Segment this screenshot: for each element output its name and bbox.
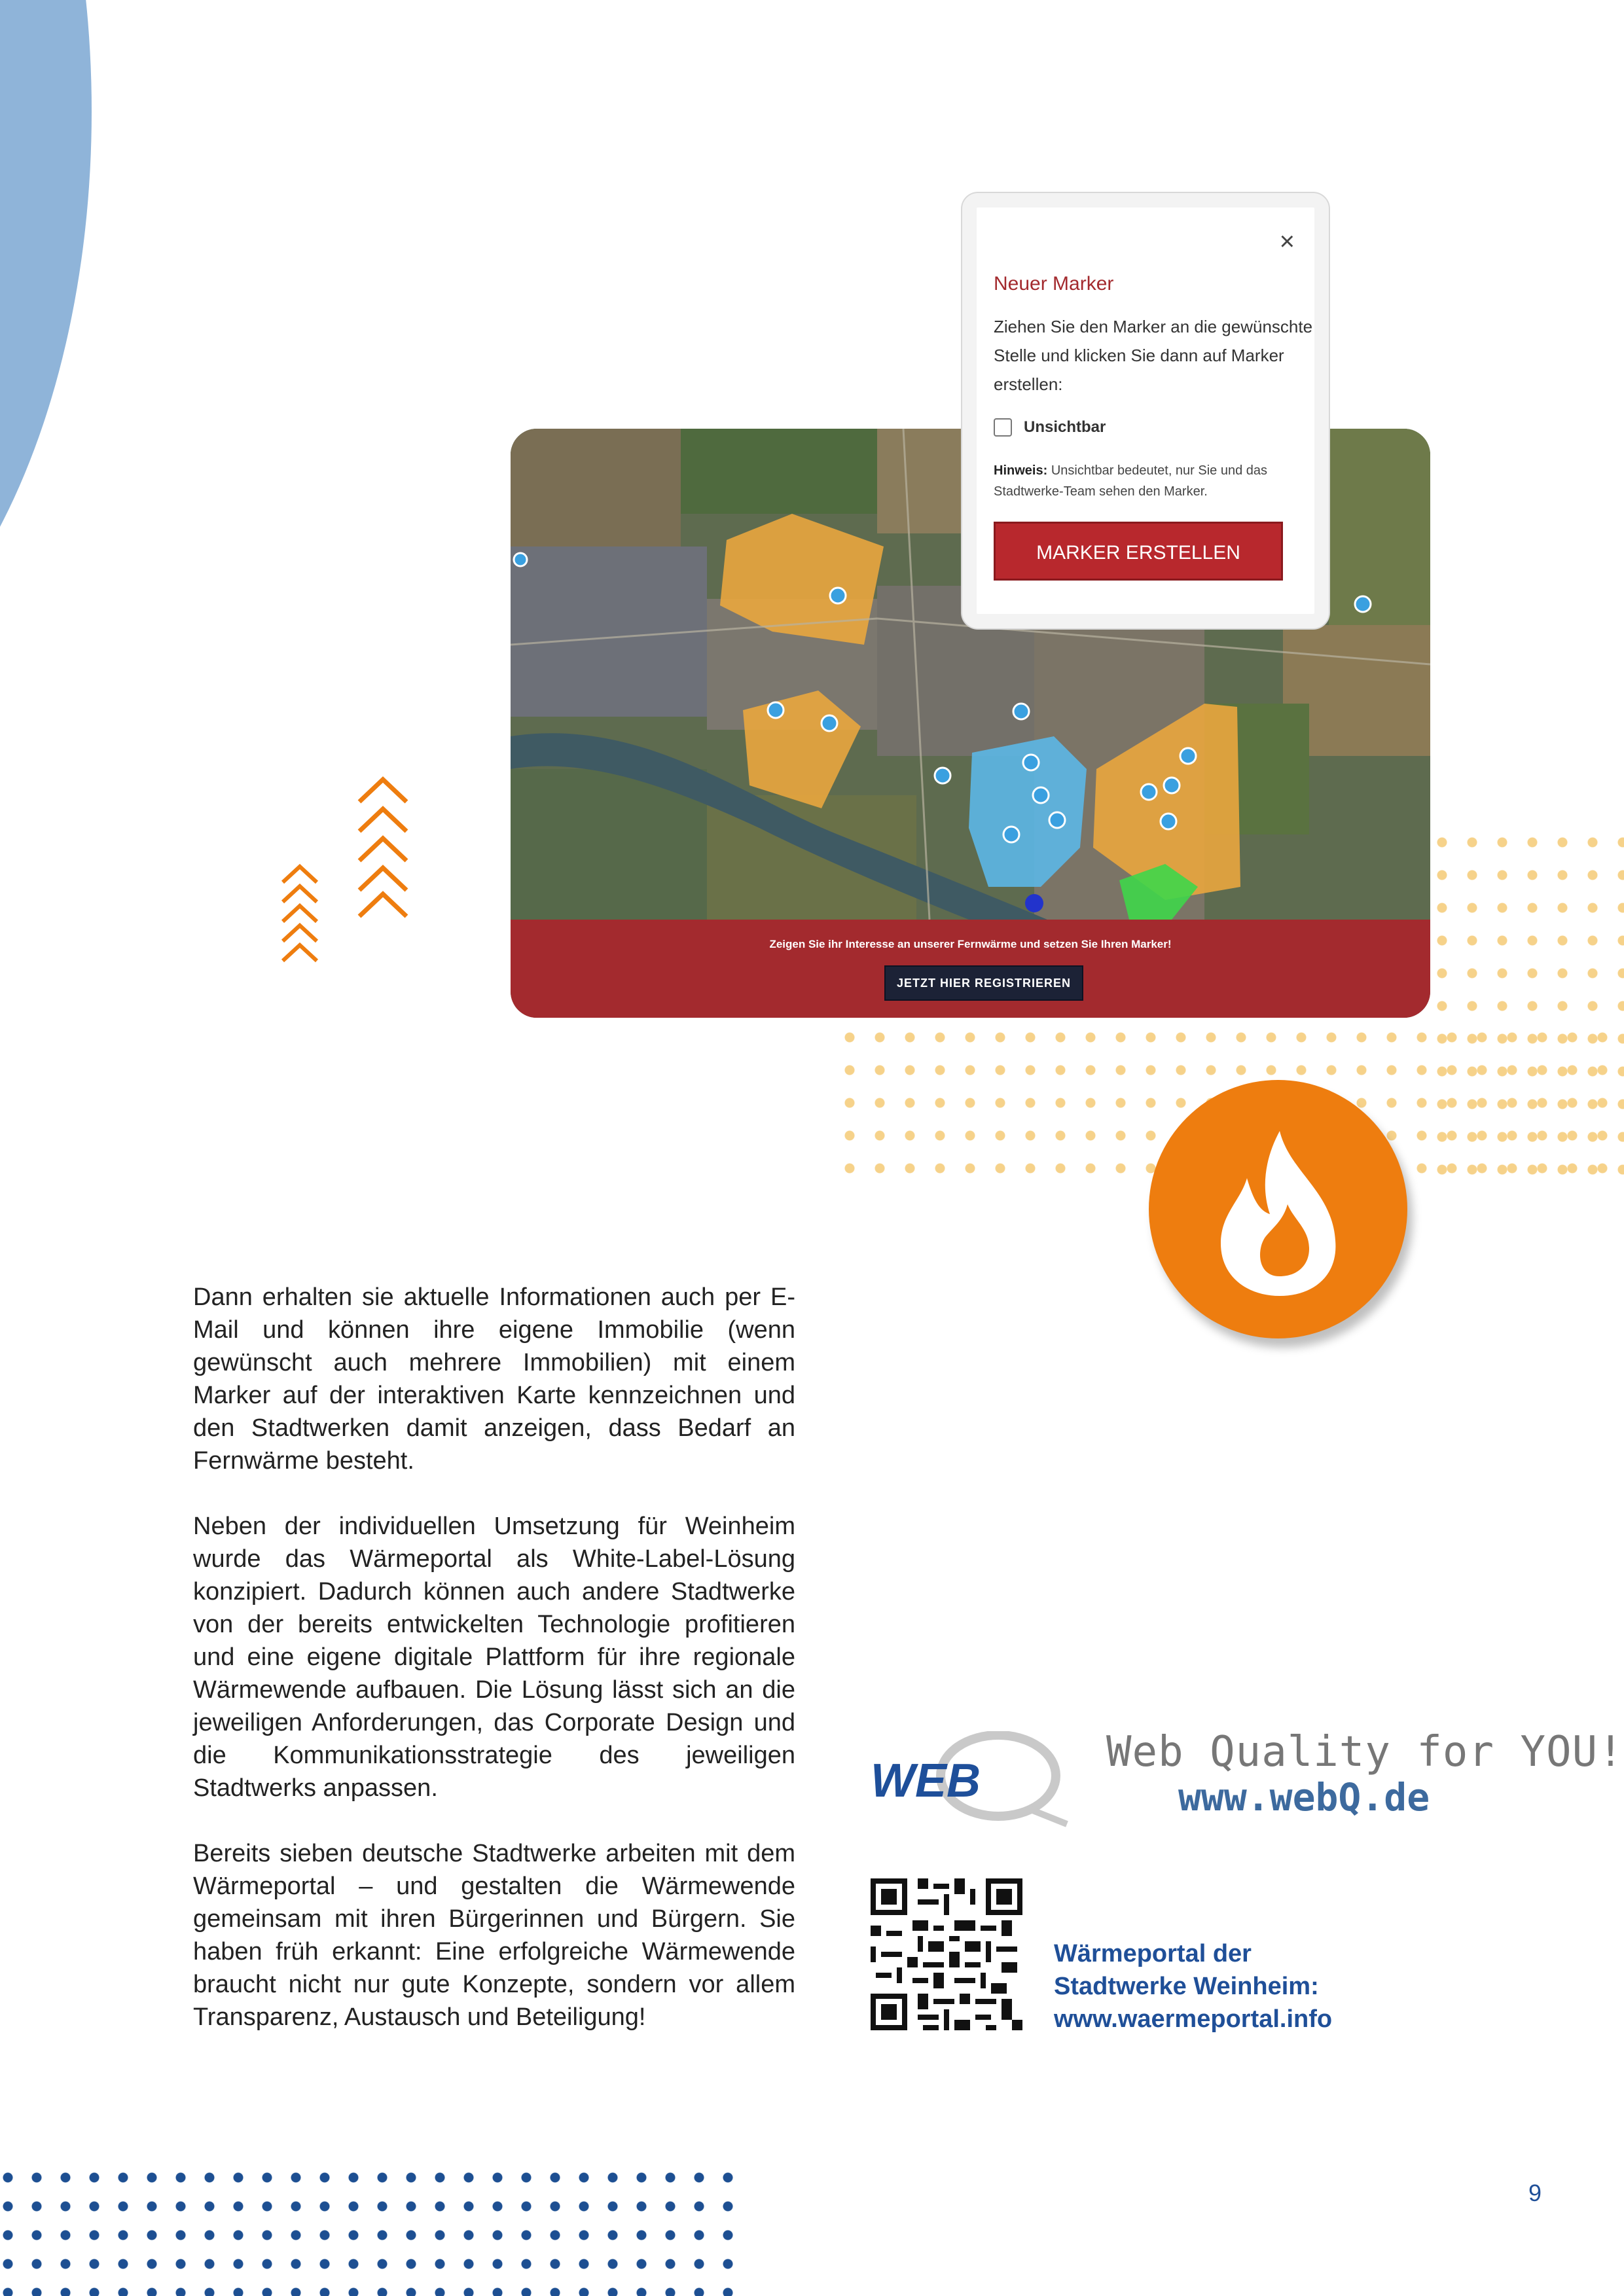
logo-url[interactable]: www.webQ.de <box>1178 1775 1430 1820</box>
page-number: 9 <box>1528 2179 1542 2206</box>
paragraph-2: Neben der individuellen Umsetzung für Weinheim wurde das Wärmeportal als White-Label-Lösung konzipiert. Dadurch können auch andere Stadtwerke von der bereits entwickelten Technologie profitieren und eine eigene digitale Plattform für ihre regionale Wärmewende aufbauen. Die Lösung lässt sich an die jeweiligen Anforderungen, das Corporate Design und die Kommunikationsstrategie des jeweiligen Stadtwerks anpassen. <box>193 1513 795 1802</box>
chevron-up-icon <box>357 776 409 920</box>
register-button[interactable]: JETZT HIER REGISTRIEREN <box>884 965 1083 1001</box>
chevron-up-icon <box>280 863 319 974</box>
popup-pointer <box>1147 614 1176 628</box>
portal-info <box>1054 1937 1332 2036</box>
blue-dot-field-bottom <box>0 2163 733 2296</box>
popup-hint <box>994 460 1321 502</box>
popup-hint-label: Hinweis: <box>994 463 1048 478</box>
invisible-checkbox-label: Unsichtbar <box>1024 418 1106 436</box>
portal-line-2: Stadtwerke Weinheim: <box>1054 1973 1319 2000</box>
create-marker-button[interactable]: MARKER ERSTELLEN <box>994 522 1283 581</box>
flame-badge <box>1149 1080 1407 1338</box>
map-footer <box>511 920 1430 1018</box>
webq-logo-text: WEB <box>871 1755 981 1807</box>
webq-logo-mark <box>871 1731 1074 1829</box>
popup-description: Ziehen Sie den Marker an die gewünschte Stelle und klicken Sie dann auf Marker erstellen: <box>994 317 1313 394</box>
portal-line-1: Wärmeportal der <box>1054 1940 1252 1967</box>
popup-title: Neuer Marker <box>994 273 1114 295</box>
close-icon[interactable]: × <box>1279 227 1295 256</box>
paragraph-1: Dann erhalten sie aktuelle Informationen auch per E-Mail und können ihre eigene Immobilie (wenn gewünscht auch mehrere Immobilien) mit einem Marker auf der interaktiven Karte kennzeichnen und den Stadtwerken damit anzeigen, dass Bedarf an Fernwärme besteht. <box>193 1283 795 1475</box>
portal-url[interactable]: www.waermeportal.info <box>1054 2005 1333 2033</box>
new-marker-popup <box>962 193 1329 628</box>
qr-code-icon <box>871 1878 1022 2030</box>
logo-slogan: Web Quality for YOU! <box>1106 1728 1624 1776</box>
invisible-checkbox[interactable] <box>994 418 1012 437</box>
decorative-blue-circle <box>0 0 92 720</box>
flame-icon <box>1149 1080 1407 1338</box>
paragraph-3: Bereits sieben deutsche Stadtwerke arbeiten mit dem Wärmeportal – und gestalten die Wärmewende gemeinsam mit ihren Bürgerinnen und Bürgern. Sie haben früh erkannt: Eine erfolgreiche Wärmewende braucht nicht nur gute Konzepte, sondern vor allem Transparenz, Austausch und Beteiligung! <box>193 1840 795 2031</box>
popup-hint-text: Unsichtbar bedeutet, nur Sie und das Stadtwerke-Team sehen den Marker. <box>994 463 1268 499</box>
map-footer-text: Zeigen Sie ihr Interesse an unserer Fernwärme und setzen Sie Ihren Marker! <box>769 938 1172 950</box>
